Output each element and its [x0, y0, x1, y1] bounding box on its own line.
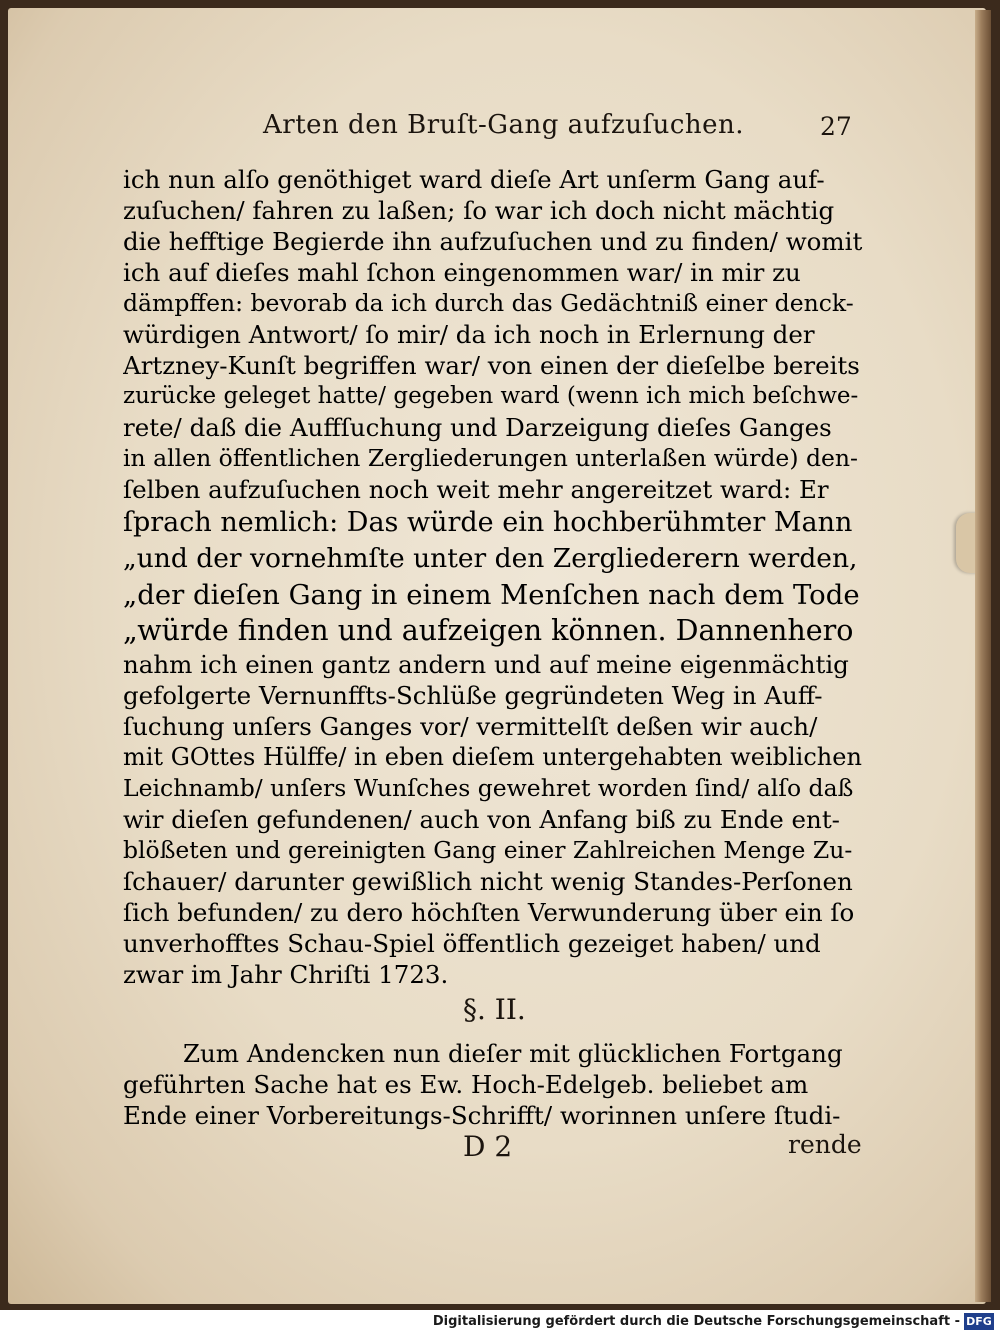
text-line: Artzney-Kunſt begriffen war/ von einen der dieſelbe bereits	[123, 351, 860, 380]
paper-page	[8, 8, 986, 1304]
text-line: ich auf dieſes mahl ſchon eingenommen war/ in mir zu	[123, 258, 801, 287]
text-line: Leichnamb/ unſers Wunſches gewehret worden ſind/ alſo daß	[123, 774, 854, 802]
body-paragraph	[123, 164, 863, 990]
text-line: wir dieſen gefundenen/ auch von Anfang biß zu Ende ent-	[123, 805, 840, 834]
digitization-footer	[0, 1310, 1000, 1334]
text-line: mit GOttes Hülffe/ in eben dieſem untergehabten weiblichen	[123, 743, 862, 771]
signature-mark: D 2	[463, 1130, 513, 1163]
dfg-logo: DFG	[964, 1313, 994, 1330]
text-line: gefolgerte Vernunffts-Schlüße gegründeten Weg in Auff-	[123, 681, 823, 710]
funding-credit: Digitalisierung gefördert durch die Deutsche Forschungsgemeinschaft -	[432, 1314, 960, 1329]
text-line: geführten Sache hat es Ew. Hoch-Edelgeb. beliebet am	[123, 1070, 809, 1099]
text-line: ich nun alſo genöthiget ward dieſe Art unſerm Gang auf-	[123, 165, 825, 194]
catchword: rende	[788, 1130, 862, 1159]
running-head: Arten den Bruſt-Gang aufzuſuchen.	[263, 110, 745, 140]
text-line: Zum Andencken nun dieſer mit glücklichen Fortgang	[183, 1039, 843, 1068]
page-number: 27	[820, 112, 852, 141]
text-line: Ende einer Vorbereitungs-Schrifft/ worinnen unſere ſtudi-	[123, 1101, 841, 1130]
text-line: zuſuchen/ fahren zu laßen; ſo war ich doch nicht mächtig	[123, 196, 835, 225]
page-edge	[975, 10, 991, 1302]
text-line: rete/ daß die Auffſuchung und Darzeigung dieſes Ganges	[123, 413, 832, 442]
text-line: ſchauer/ darunter gewißlich nicht wenig Standes-Perſonen	[123, 867, 853, 896]
quoted-line: „der dieſen Gang in einem Menſchen nach dem Tode	[123, 579, 860, 611]
text-line: die hefftige Begierde ihn aufzuſuchen und zu finden/ womit	[123, 227, 863, 256]
quoted-line: „und der vornehmſte unter den Zergliederern werden,	[123, 543, 858, 574]
text-line: in allen öffentlichen Zergliederungen unterlaßen würde) den-	[123, 444, 858, 472]
text-line: ſuchung unſers Ganges vor/ vermittelſt deßen wir auch/	[123, 712, 818, 741]
text-line: ſelben aufzuſuchen noch weit mehr angereitzet ward: Er	[123, 475, 829, 504]
text-line: zurücke geleget hatte/ gegeben ward (wenn ich mich beſchwe-	[123, 383, 859, 409]
text-line: würdigen Antwort/ ſo mir/ da ich noch in Erlernung der	[123, 320, 815, 349]
text-line: nahm ich einen gantz andern und auf meine eigenmächtig	[123, 650, 849, 679]
quoted-line: „würde finden und aufzeigen können. Dannenhero	[123, 614, 854, 647]
text-line: unverhofftes Schau-Spiel öffentlich gezeiget haben/ und	[123, 929, 821, 958]
text-line: dämpffen: bevorab da ich durch das Gedächtniß einer denck-	[123, 289, 854, 317]
section-heading: §. II.	[463, 993, 526, 1026]
text-line: blößeten und gereinigten Gang einer Zahlreichen Menge Zu-	[123, 836, 853, 864]
quoted-line: ſprach nemlich: Das würde ein hochberühmter Mann	[123, 507, 853, 538]
section-paragraph	[123, 1038, 863, 1131]
text-line: zwar im Jahr Chriſti 1723.	[123, 960, 449, 989]
text-line: ſich befunden/ zu dero höchſten Verwunderung über ein ſo	[123, 898, 855, 927]
